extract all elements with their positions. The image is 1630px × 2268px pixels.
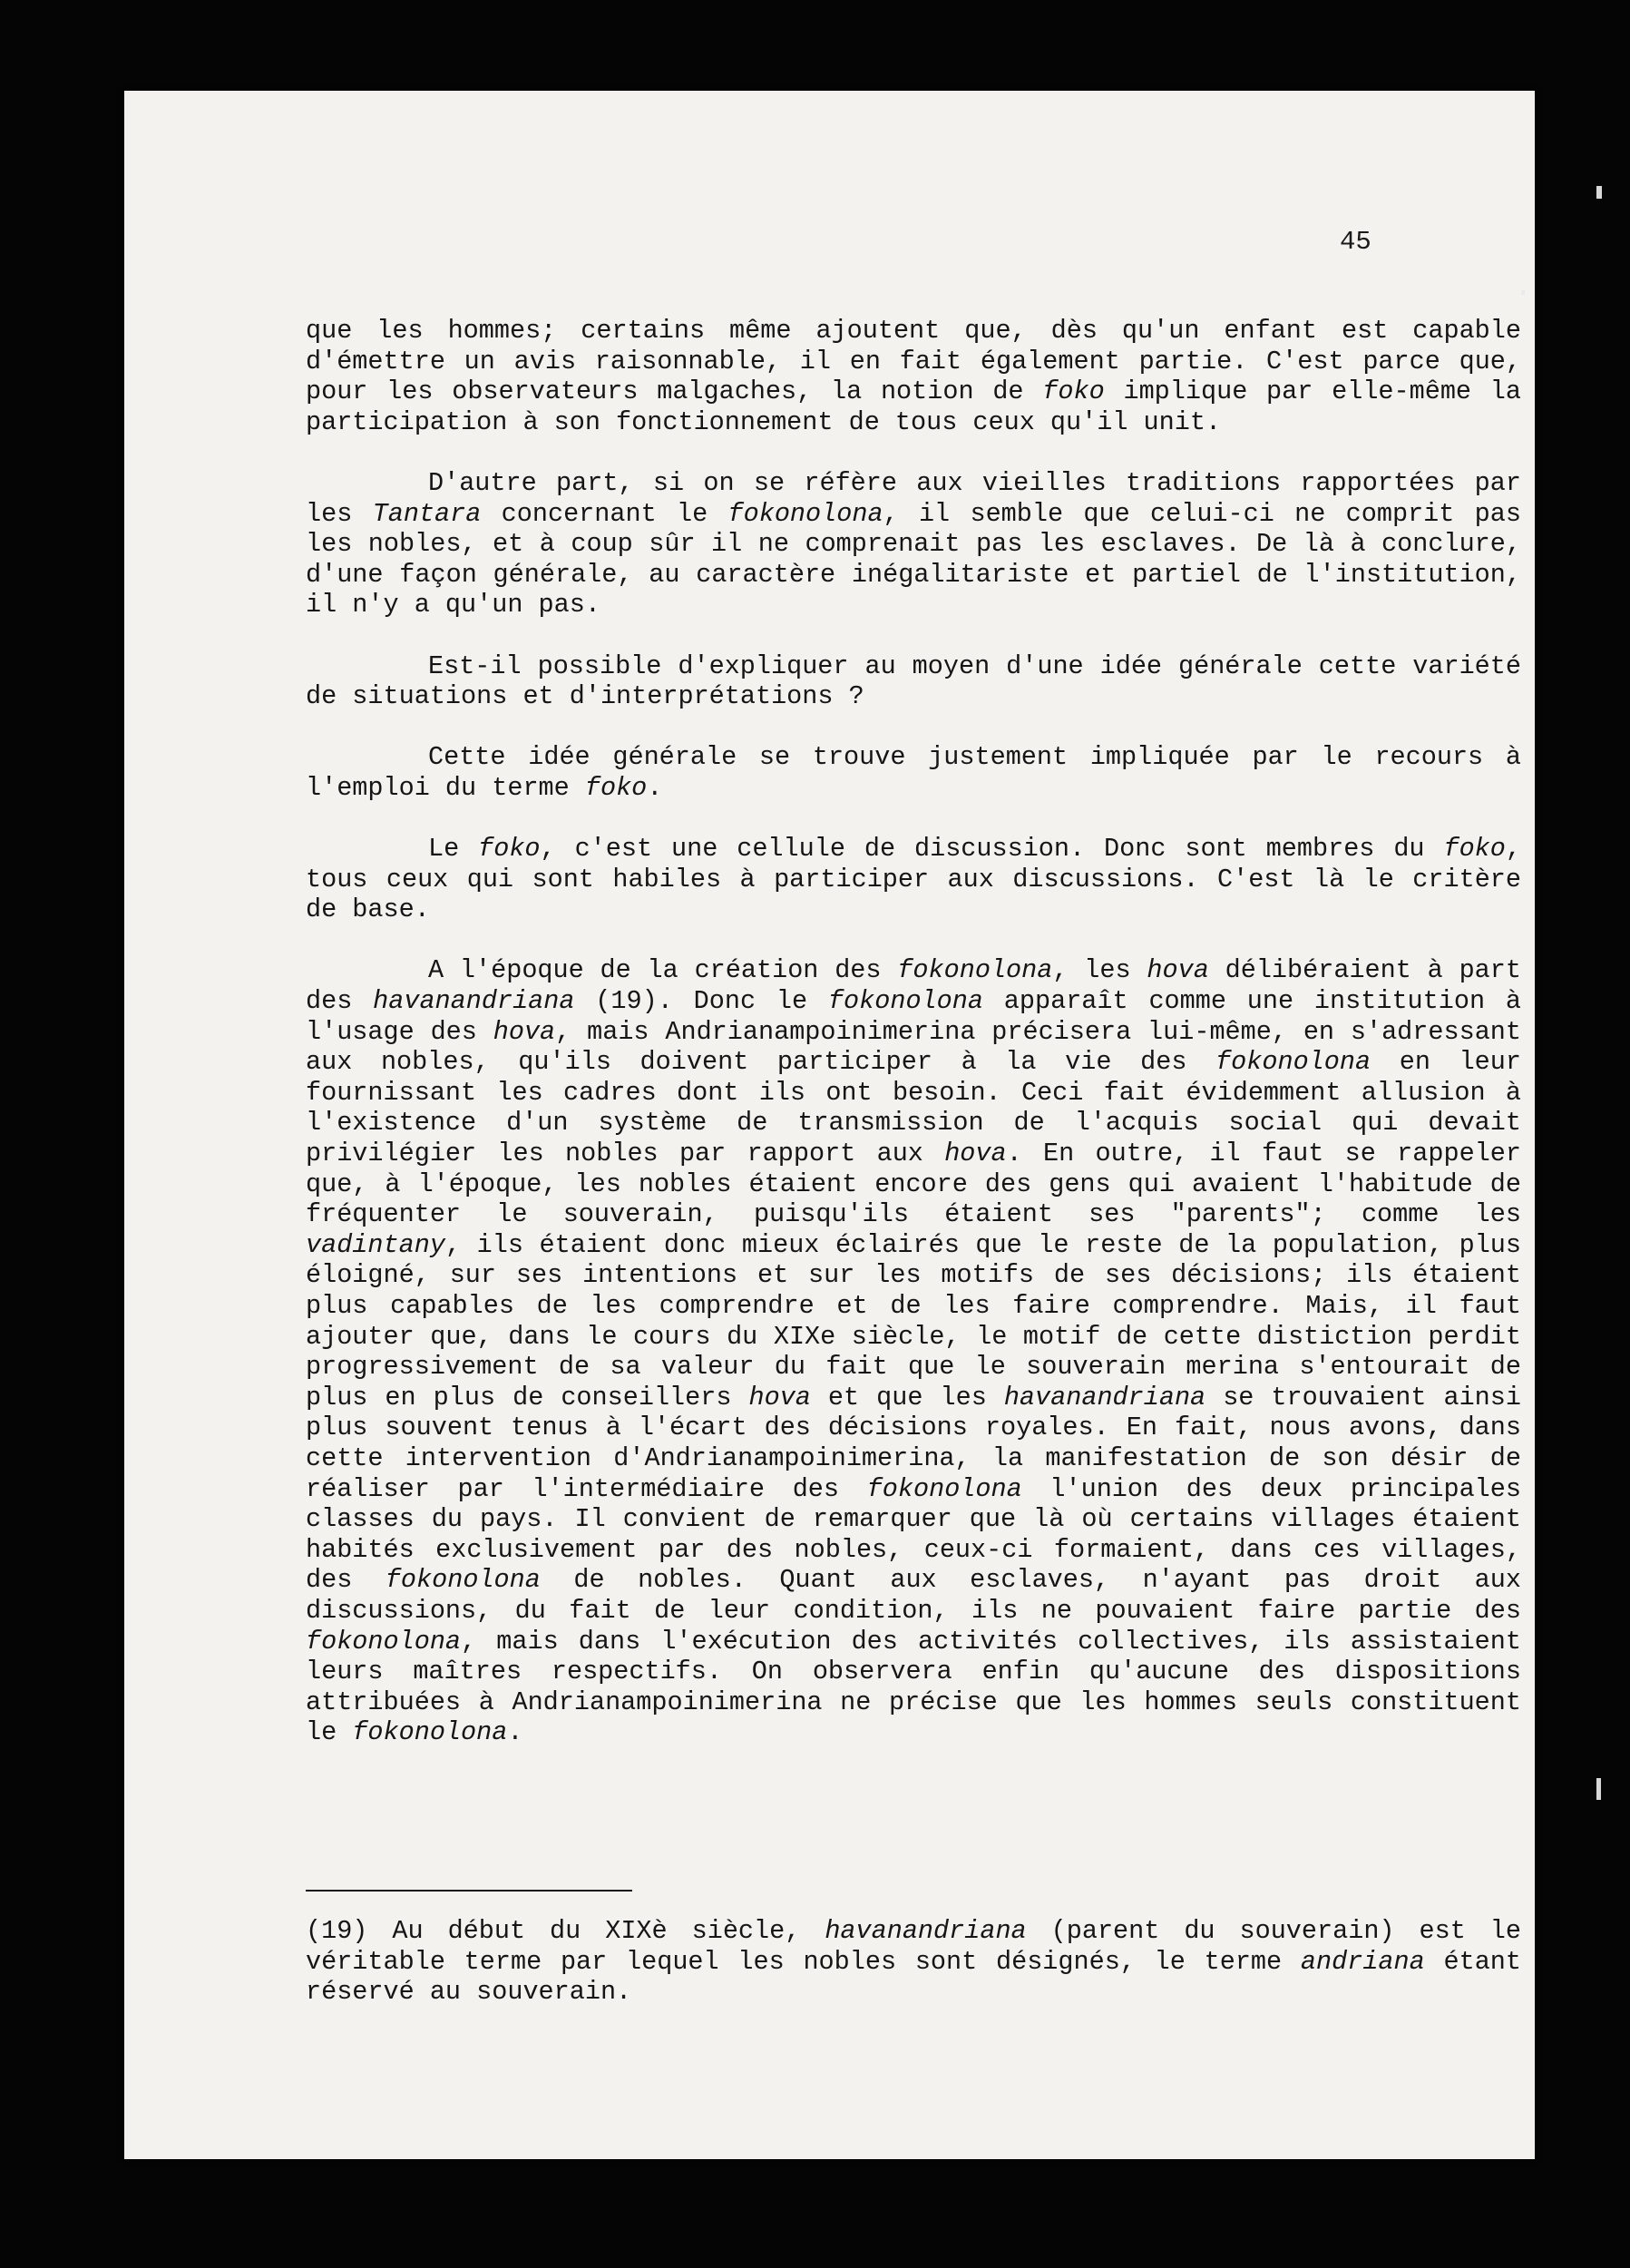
italic-term: hova [493, 1016, 556, 1047]
text-run: en leur fournissant les cadres dont ils ont besoin. Ceci fait évidemment allusion à l'existence d'un système de transmission de l'acquis social qui devait privilégier les nobles par rapport aux [306, 1047, 1521, 1169]
text-run: Le [428, 834, 479, 865]
italic-term: fokonolona [827, 986, 983, 1017]
text-run: , mais dans l'exécution des activités collectives, ils assistaient leurs maîtres respectifs. On observera enfin qu'aucune des dispositions attribuées à Andrianampoinimerina ne précise que les hommes seuls constituent le [306, 1626, 1521, 1748]
text-run: de nobles. Quant aux esclaves, n'ayant pas droit aux discussions, du fait de leur condition, ils ne pouvaient faire partie des [306, 1565, 1521, 1626]
paragraph [306, 651, 1521, 712]
italic-term: havanandriana [825, 1916, 1027, 1946]
italic-term: fokonolona [727, 498, 883, 529]
text-run: se trouvaient ainsi plus souvent tenus à l'écart des décisions royales. En fait, nous avons, dans cette intervention d'Andrianampoinimerina, la manifestation de son désir de réaliser par l'intermédiaire des [306, 1382, 1521, 1504]
text-run: (19). Donc le [574, 986, 828, 1017]
italic-term: foko [1042, 376, 1105, 407]
text-run: D'autre part, si on se réfère aux vieilles traditions rapportées par les [306, 467, 1521, 529]
scan-speck [1521, 290, 1525, 295]
italic-term: hova [944, 1139, 1007, 1169]
text-run: , ils étaient donc mieux éclairés que le reste de la population, plus éloigné, sur ses intentions et sur les motifs de ses décisions; ils étaient plus capables de les comprendre et de les faire comprendre. Mais, il faut ajouter que, dans le cours du XIXe siècle, le motif de cette distiction perdit progressivement de sa valeur du fait que le souverain merina s'entourait de plus en plus de conseillers [306, 1229, 1521, 1413]
text-run: l'union des deux principales classes du pays. Il convient de remarquer que là où certains villages étaient habités exclusivement par des nobles, ceux-ci formaient, dans ces villages, des [306, 1473, 1521, 1596]
text-run: . [647, 772, 663, 803]
body-text [306, 316, 1521, 1779]
scanned-page [124, 91, 1535, 2159]
text-run: et que les [810, 1382, 1004, 1413]
text-run: A l'époque de la création des [428, 955, 898, 986]
footnote-rule [306, 1890, 632, 1892]
italic-term: hova [748, 1382, 811, 1413]
text-run: , tous ceux qui sont habiles à participer aux discussions. C'est là le critère de base. [306, 834, 1521, 925]
page-number: 45 [1340, 227, 1371, 257]
paragraph [306, 955, 1521, 1747]
italic-term: andriana [1300, 1946, 1425, 1977]
text-run: , mais Andrianampoinimerina précisera lui-même, en s'adressant aux nobles, qu'ils doivent participer à la vie des [306, 1016, 1522, 1078]
italic-term: fokonolona [306, 1626, 462, 1657]
text-run: implique par elle-même la participation à son fonctionnement de tous ceux qu'il unit. [306, 376, 1521, 437]
scan-edge-mark [1596, 186, 1602, 199]
text-run: concernant le [481, 498, 728, 529]
paragraph [306, 834, 1521, 925]
text-run: (parent du souverain) est le véritable terme par lequel les nobles sont désignés, le terme [306, 1916, 1521, 1977]
italic-term: fokonolona [385, 1565, 541, 1596]
text-run: (19) Au début du XIXè siècle, [306, 1916, 825, 1946]
italic-term: havanandriana [373, 986, 575, 1017]
text-run: , c'est une cellule de discussion. Donc sont membres du [540, 834, 1444, 865]
text-run: délibéraient à part des [306, 955, 1521, 1017]
footnote [306, 1916, 1521, 2008]
italic-term: fokonolona [1215, 1047, 1371, 1078]
text-run: , il semble que celui-ci ne comprit pas les nobles, et à coup sûr il ne comprenait pas les esclaves. De là à conclure, d'une façon générale, au caractère inégalitariste et partiel de l'institution, il n'y a qu'un pas. [306, 498, 1521, 621]
text-run: Cette idée générale se trouve justement impliquée par le recours à l'emploi du terme [306, 742, 1521, 803]
italic-term: fokonolona [866, 1473, 1022, 1504]
scan-edge-mark [1596, 1778, 1601, 1800]
italic-term: fokonolona [897, 955, 1053, 986]
text-run: apparaît comme une institution à l'usage des [306, 986, 1521, 1047]
text-run: , les [1052, 955, 1147, 986]
text-run: . En outre, il faut se rappeler que, à l'époque, les nobles étaient encore des gens qui avaient l'habitude de fréquenter le souverain, puisqu'ils étaient ses "parents"; comme les [306, 1139, 1521, 1230]
italic-term: vadintany [306, 1229, 445, 1260]
paragraph [306, 316, 1521, 437]
italic-term: foko [478, 834, 541, 865]
text-run: que les hommes; certains même ajoutent que, dès qu'un enfant est capable d'émettre un avis raisonnable, il en fait également partie. C'est parce que, pour les observateurs malgaches, la notion de [306, 316, 1521, 407]
italic-term: foko [584, 772, 648, 803]
text-run: . [507, 1717, 523, 1748]
italic-term: foko [1443, 834, 1506, 865]
text-run: étant réservé au souverain. [306, 1946, 1522, 2008]
text-run: Est-il possible d'expliquer au moyen d'une idée générale cette variété de situations et d'interprétations ? [306, 650, 1521, 712]
paragraph [306, 468, 1521, 621]
paragraph [306, 742, 1521, 803]
italic-term: Tantara [372, 498, 482, 529]
italic-term: havanandriana [1003, 1382, 1206, 1413]
italic-term: fokonolona [352, 1717, 508, 1748]
italic-term: hova [1147, 955, 1209, 986]
